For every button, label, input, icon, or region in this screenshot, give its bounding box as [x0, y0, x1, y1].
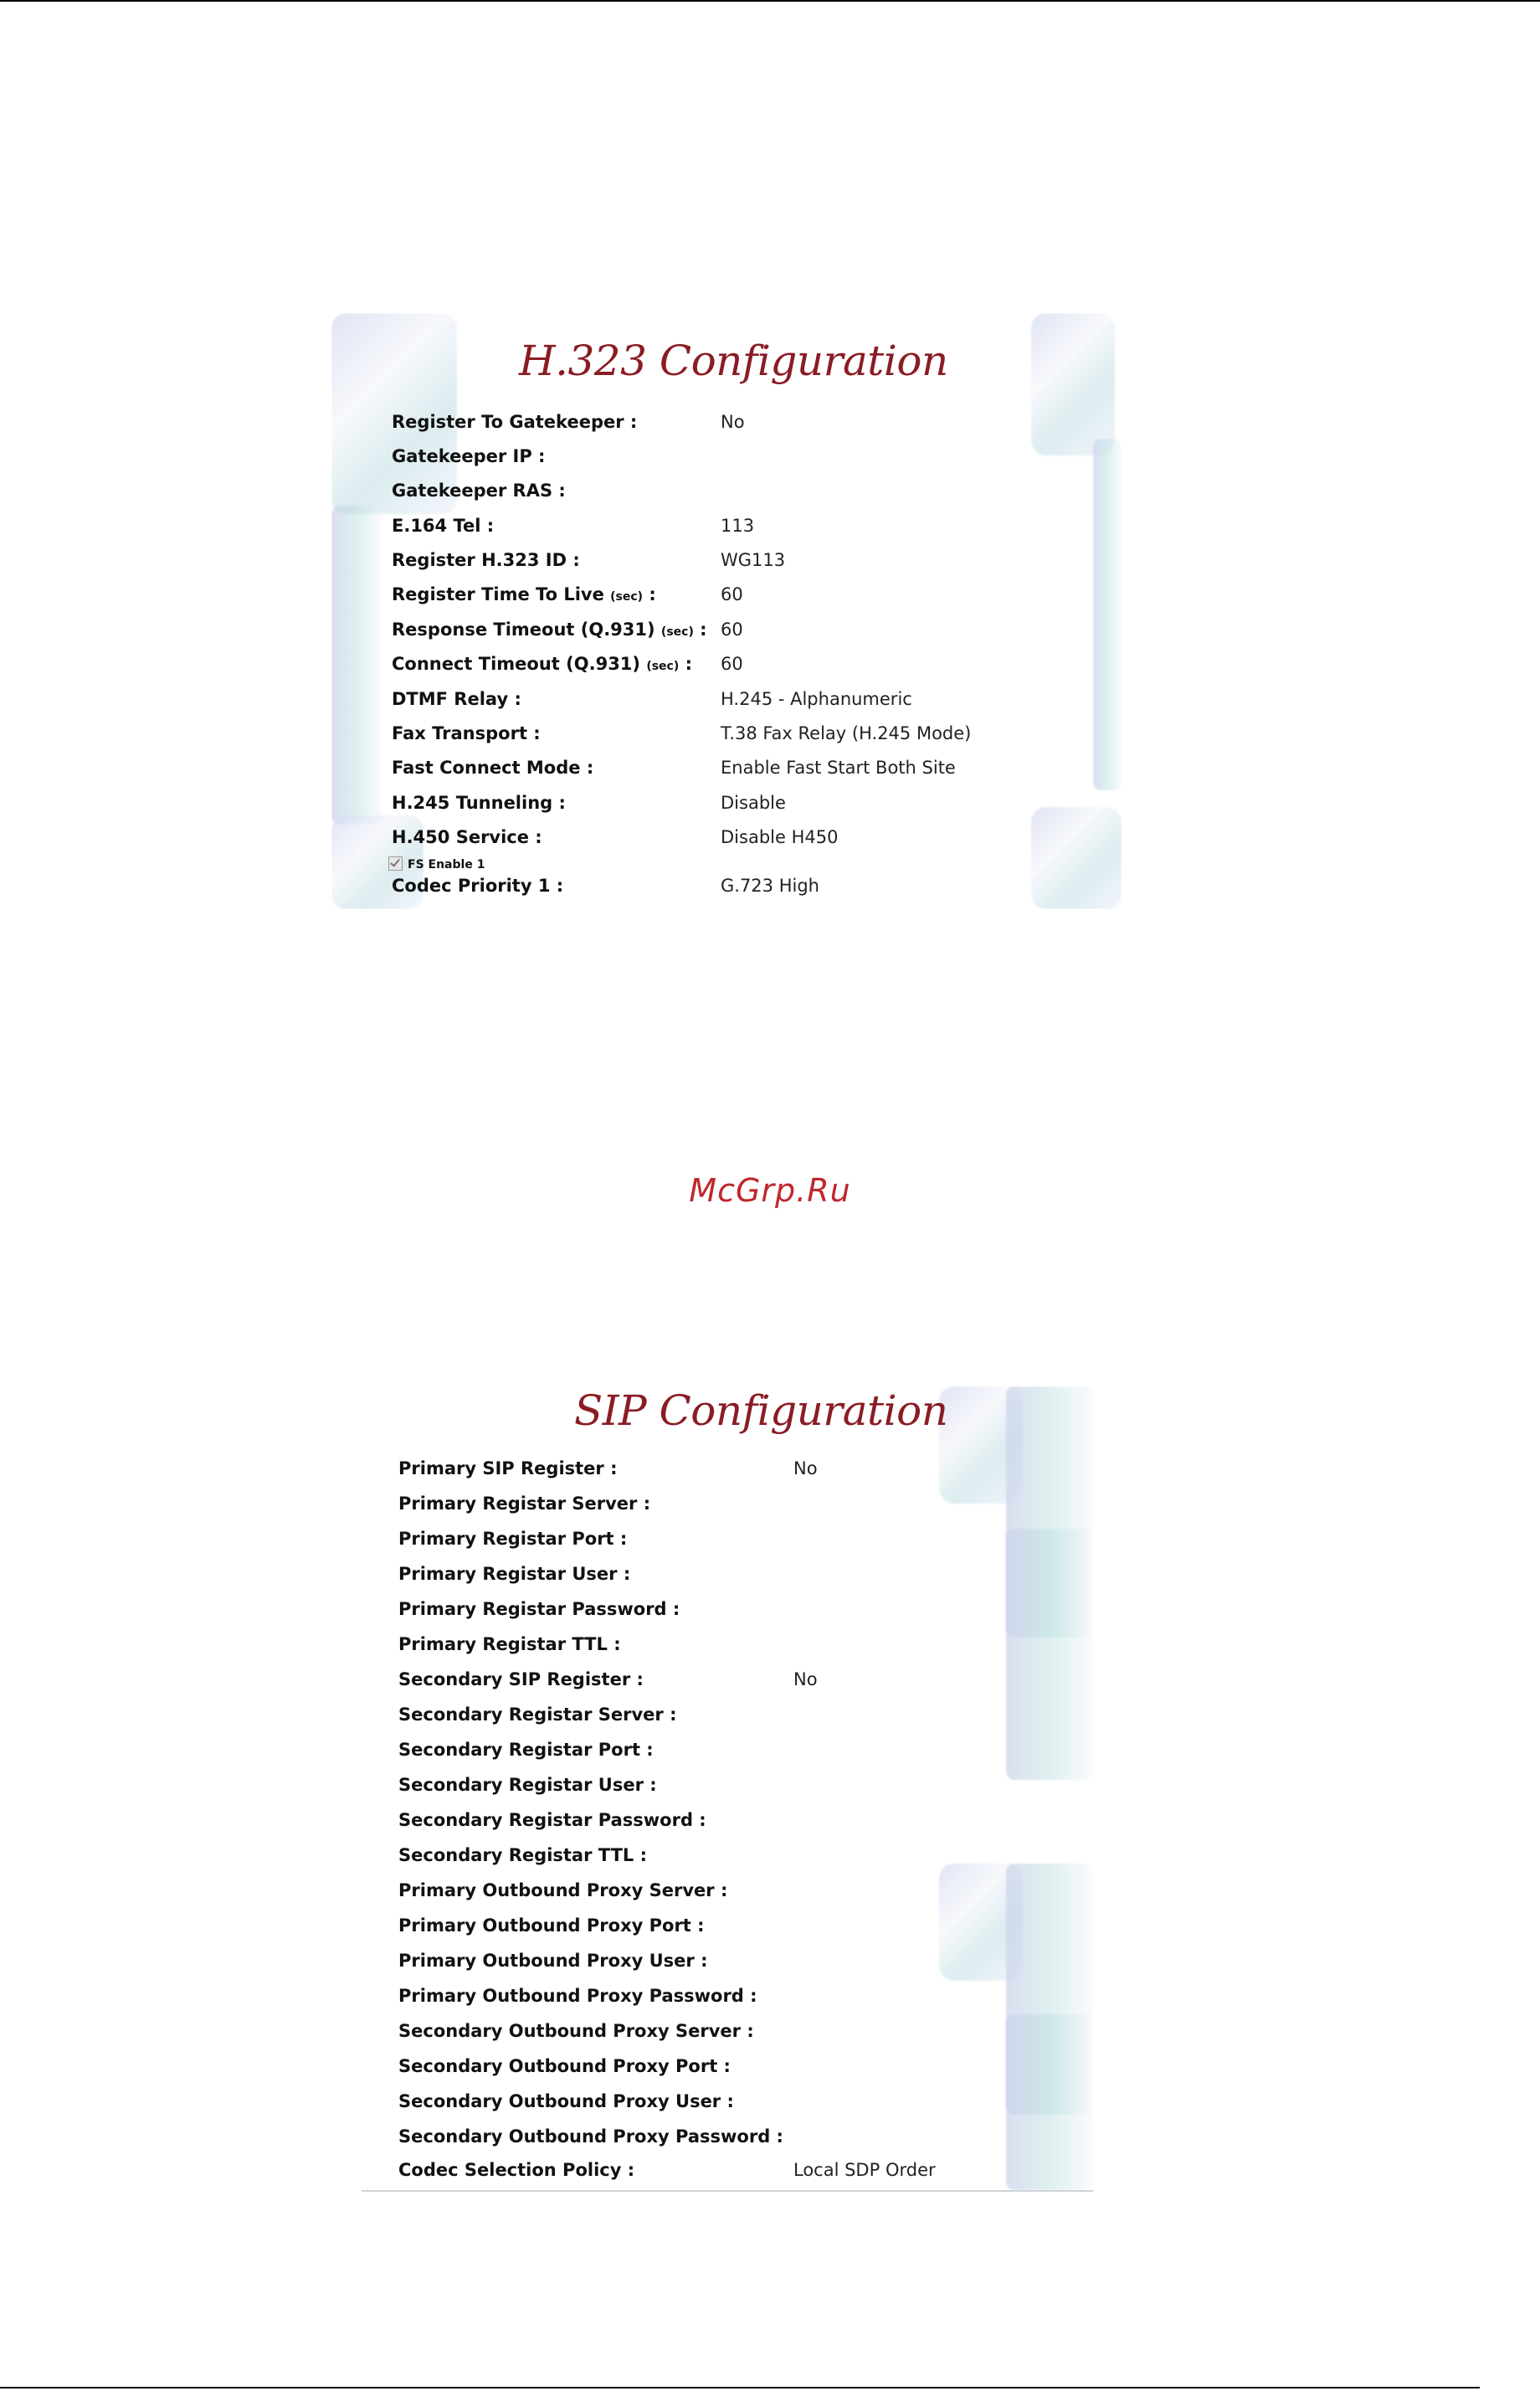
setting-label: Primary Outbound Proxy User : [398, 1951, 708, 1971]
setting-value: No [793, 1458, 818, 1478]
list-item [362, 1910, 1093, 1944]
setting-label: Primary Registar User : [398, 1564, 631, 1584]
setting-value: 60 [721, 654, 743, 674]
setting-label: Primary Outbound Proxy Port : [398, 1915, 705, 1936]
setting-label: Register H.323 ID : [392, 550, 580, 570]
setting-label: Secondary Registar Password : [398, 1810, 706, 1830]
setting-label: H.450 Service : [392, 827, 542, 847]
setting-value: WG113 [721, 550, 786, 570]
watermark-text: McGrp.Ru [689, 1172, 851, 1209]
setting-label: Secondary Registar TTL : [398, 1845, 647, 1865]
setting-label: Primary Registar Port : [398, 1529, 628, 1549]
setting-value: Local SDP Order [793, 2160, 936, 2180]
list-item [331, 441, 1122, 475]
setting-label: Secondary SIP Register : [398, 1669, 644, 1689]
list-item [362, 1594, 1093, 1627]
list-item [331, 614, 1122, 648]
list-item [362, 1453, 1093, 1487]
list-item [362, 1699, 1093, 1733]
setting-value: 60 [721, 620, 743, 640]
list-item [331, 753, 1122, 786]
list-item [362, 1946, 1093, 1979]
list-item [362, 1629, 1093, 1663]
list-item [331, 511, 1122, 544]
list-item [362, 1875, 1093, 1909]
setting-label: Primary Outbound Proxy Password : [398, 1986, 757, 2006]
page-title: SIP Configuration [574, 1386, 948, 1435]
list-item [362, 2051, 1093, 2085]
list-item [331, 822, 1122, 856]
setting-label: Register Time To Live (sec) : [392, 584, 656, 604]
setting-label: Secondary Registar User : [398, 1775, 657, 1795]
page-title: H.323 Configuration [519, 337, 948, 385]
list-item [362, 1805, 1093, 1838]
setting-label: Primary Registar Password : [398, 1599, 680, 1619]
list-item [362, 1981, 1093, 2014]
top-rule [0, 0, 1540, 2]
setting-label: Codec Selection Policy : [398, 2160, 635, 2180]
setting-value: Enable Fast Start Both Site [721, 758, 956, 778]
list-item [331, 718, 1122, 752]
setting-label: Fax Transport : [392, 723, 541, 743]
setting-value: Disable H450 [721, 827, 839, 847]
list-item [331, 476, 1122, 509]
setting-label: Gatekeeper IP : [392, 446, 546, 466]
setting-label: Secondary Outbound Proxy User : [398, 2091, 734, 2111]
list-item [362, 1489, 1093, 1522]
setting-label: Secondary Outbound Proxy Port : [398, 2056, 731, 2076]
setting-value: T.38 Fax Relay (H.245 Mode) [721, 723, 972, 743]
setting-value: H.245 - Alphanumeric [721, 689, 912, 709]
setting-label: Connect Timeout (Q.931) (sec) : [392, 654, 692, 674]
list-item [362, 2121, 1093, 2155]
setting-value: 113 [721, 516, 755, 536]
setting-label: Secondary Registar Server : [398, 1705, 677, 1725]
list-item [362, 1664, 1093, 1698]
setting-label: Codec Priority 1 : [392, 876, 564, 896]
list-item [362, 2086, 1093, 2120]
fs-enable-checkbox[interactable] [388, 856, 403, 871]
setting-label: Register To Gatekeeper : [392, 412, 638, 432]
list-item [362, 1559, 1093, 1592]
setting-label: Secondary Outbound Proxy Password : [398, 2126, 783, 2147]
setting-value: Disable [721, 793, 786, 813]
setting-label: Primary Registar Server : [398, 1494, 651, 1514]
list-item [331, 684, 1122, 717]
setting-value: 60 [721, 584, 743, 604]
setting-label: Secondary Outbound Proxy Server : [398, 2021, 754, 2041]
setting-label: E.164 Tel : [392, 516, 495, 536]
setting-label: Primary Registar TTL : [398, 1634, 621, 1654]
setting-label: Gatekeeper RAS : [392, 481, 566, 501]
setting-value: G.723 High [721, 876, 819, 896]
list-item [362, 2155, 1093, 2188]
list-item [362, 2016, 1093, 2049]
list-item [331, 788, 1122, 821]
list-item [331, 579, 1122, 613]
list-item [362, 1524, 1093, 1557]
fs-enable-label: FS Enable 1 [408, 857, 485, 872]
setting-label: Primary Outbound Proxy Server : [398, 1880, 728, 1900]
setting-value: No [793, 1669, 818, 1689]
bottom-rule [0, 2387, 1480, 2388]
list-item [331, 649, 1122, 682]
list-item [331, 545, 1122, 578]
setting-label: Secondary Registar Port : [398, 1740, 654, 1760]
h323-configuration-panel [331, 313, 1122, 909]
setting-label: DTMF Relay : [392, 689, 521, 709]
sip-configuration-panel [362, 1386, 1093, 2192]
list-item [362, 1840, 1093, 1874]
setting-label: Response Timeout (Q.931) (sec) : [392, 620, 707, 640]
list-item [362, 1735, 1093, 1768]
setting-label: Fast Connect Mode : [392, 758, 594, 778]
list-item [331, 871, 1122, 904]
setting-value: No [721, 412, 745, 432]
setting-label: Primary SIP Register : [398, 1458, 618, 1478]
list-item [362, 1770, 1093, 1803]
setting-label: H.245 Tunneling : [392, 793, 566, 813]
list-item [331, 407, 1122, 440]
